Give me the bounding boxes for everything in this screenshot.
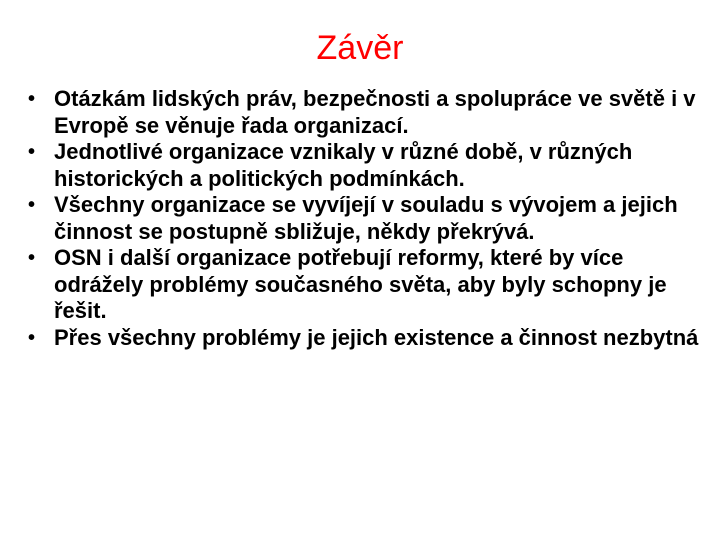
bullet-item	[24, 192, 704, 245]
bullet-icon: •	[28, 247, 36, 269]
bullet-text: Otázkám lidských práv, bezpečnosti a spolupráce ve světě i v Evropě se věnuje řada organizací.	[54, 86, 696, 138]
bullet-list	[24, 86, 704, 351]
bullet-icon: •	[28, 326, 36, 349]
slide-title: Závěr	[316, 29, 404, 67]
bullet-icon: •	[28, 194, 36, 216]
bullet-item	[24, 86, 704, 139]
bullet-icon: •	[28, 88, 36, 110]
bullet-text: OSN i další organizace potřebují reformy, které by více odrážely problémy současného světa, aby byly schopny je řešit.	[54, 245, 667, 323]
bullet-text: Jednotlivé organizace vznikaly v různé době, v různých historických a politických podmínkách.	[54, 139, 633, 191]
bullet-item	[24, 139, 704, 192]
bullet-icon: •	[28, 141, 36, 163]
bullet-text: Přes všechny problémy je jejich existence a činnost nezbytná	[54, 324, 699, 350]
bullet-item	[24, 245, 704, 325]
bullet-item	[24, 325, 704, 352]
bullet-text: Všechny organizace se vyvíjejí v souladu s vývojem a jejich činnost se postupně sbližuje, někdy překrývá.	[54, 192, 678, 244]
